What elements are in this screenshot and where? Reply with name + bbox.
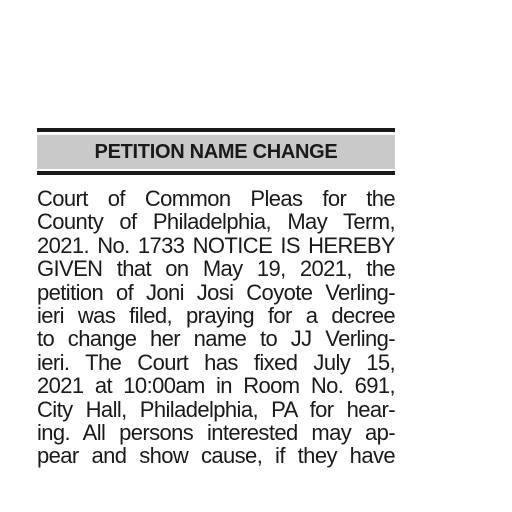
notice-line: ing. All persons interested may ap- <box>37 420 395 446</box>
legal-notice <box>37 128 395 468</box>
notice-line: Court of Common Pleas for the <box>37 186 395 211</box>
bottom-rule <box>37 171 395 175</box>
notice-heading: PETITION NAME CHANGE <box>94 140 338 163</box>
notice-body <box>37 187 395 468</box>
notice-line: to change her name to JJ Verling- <box>37 326 395 352</box>
notice-line: County of Philadelphia, May Term, <box>37 209 395 235</box>
heading-band <box>37 135 395 169</box>
notice-line: petition of Joni Josi Coyote Verling- <box>37 279 395 305</box>
notice-line: pear and show cause, if they have <box>37 443 395 469</box>
notice-line: City Hall, Philadelphia, PA for hear- <box>37 396 395 422</box>
notice-line: ieri. The Court has fixed July 15, <box>37 349 395 375</box>
notice-line: ieri was filed, praying for a decree <box>37 303 395 329</box>
notice-line: 2021 at 10:00am in Room No. 691, <box>37 373 395 399</box>
top-rule <box>37 128 395 132</box>
notice-line: GIVEN that on May 19, 2021, the <box>37 256 395 282</box>
notice-line: 2021. No. 1733 NOTICE IS HEREBY <box>37 232 395 258</box>
